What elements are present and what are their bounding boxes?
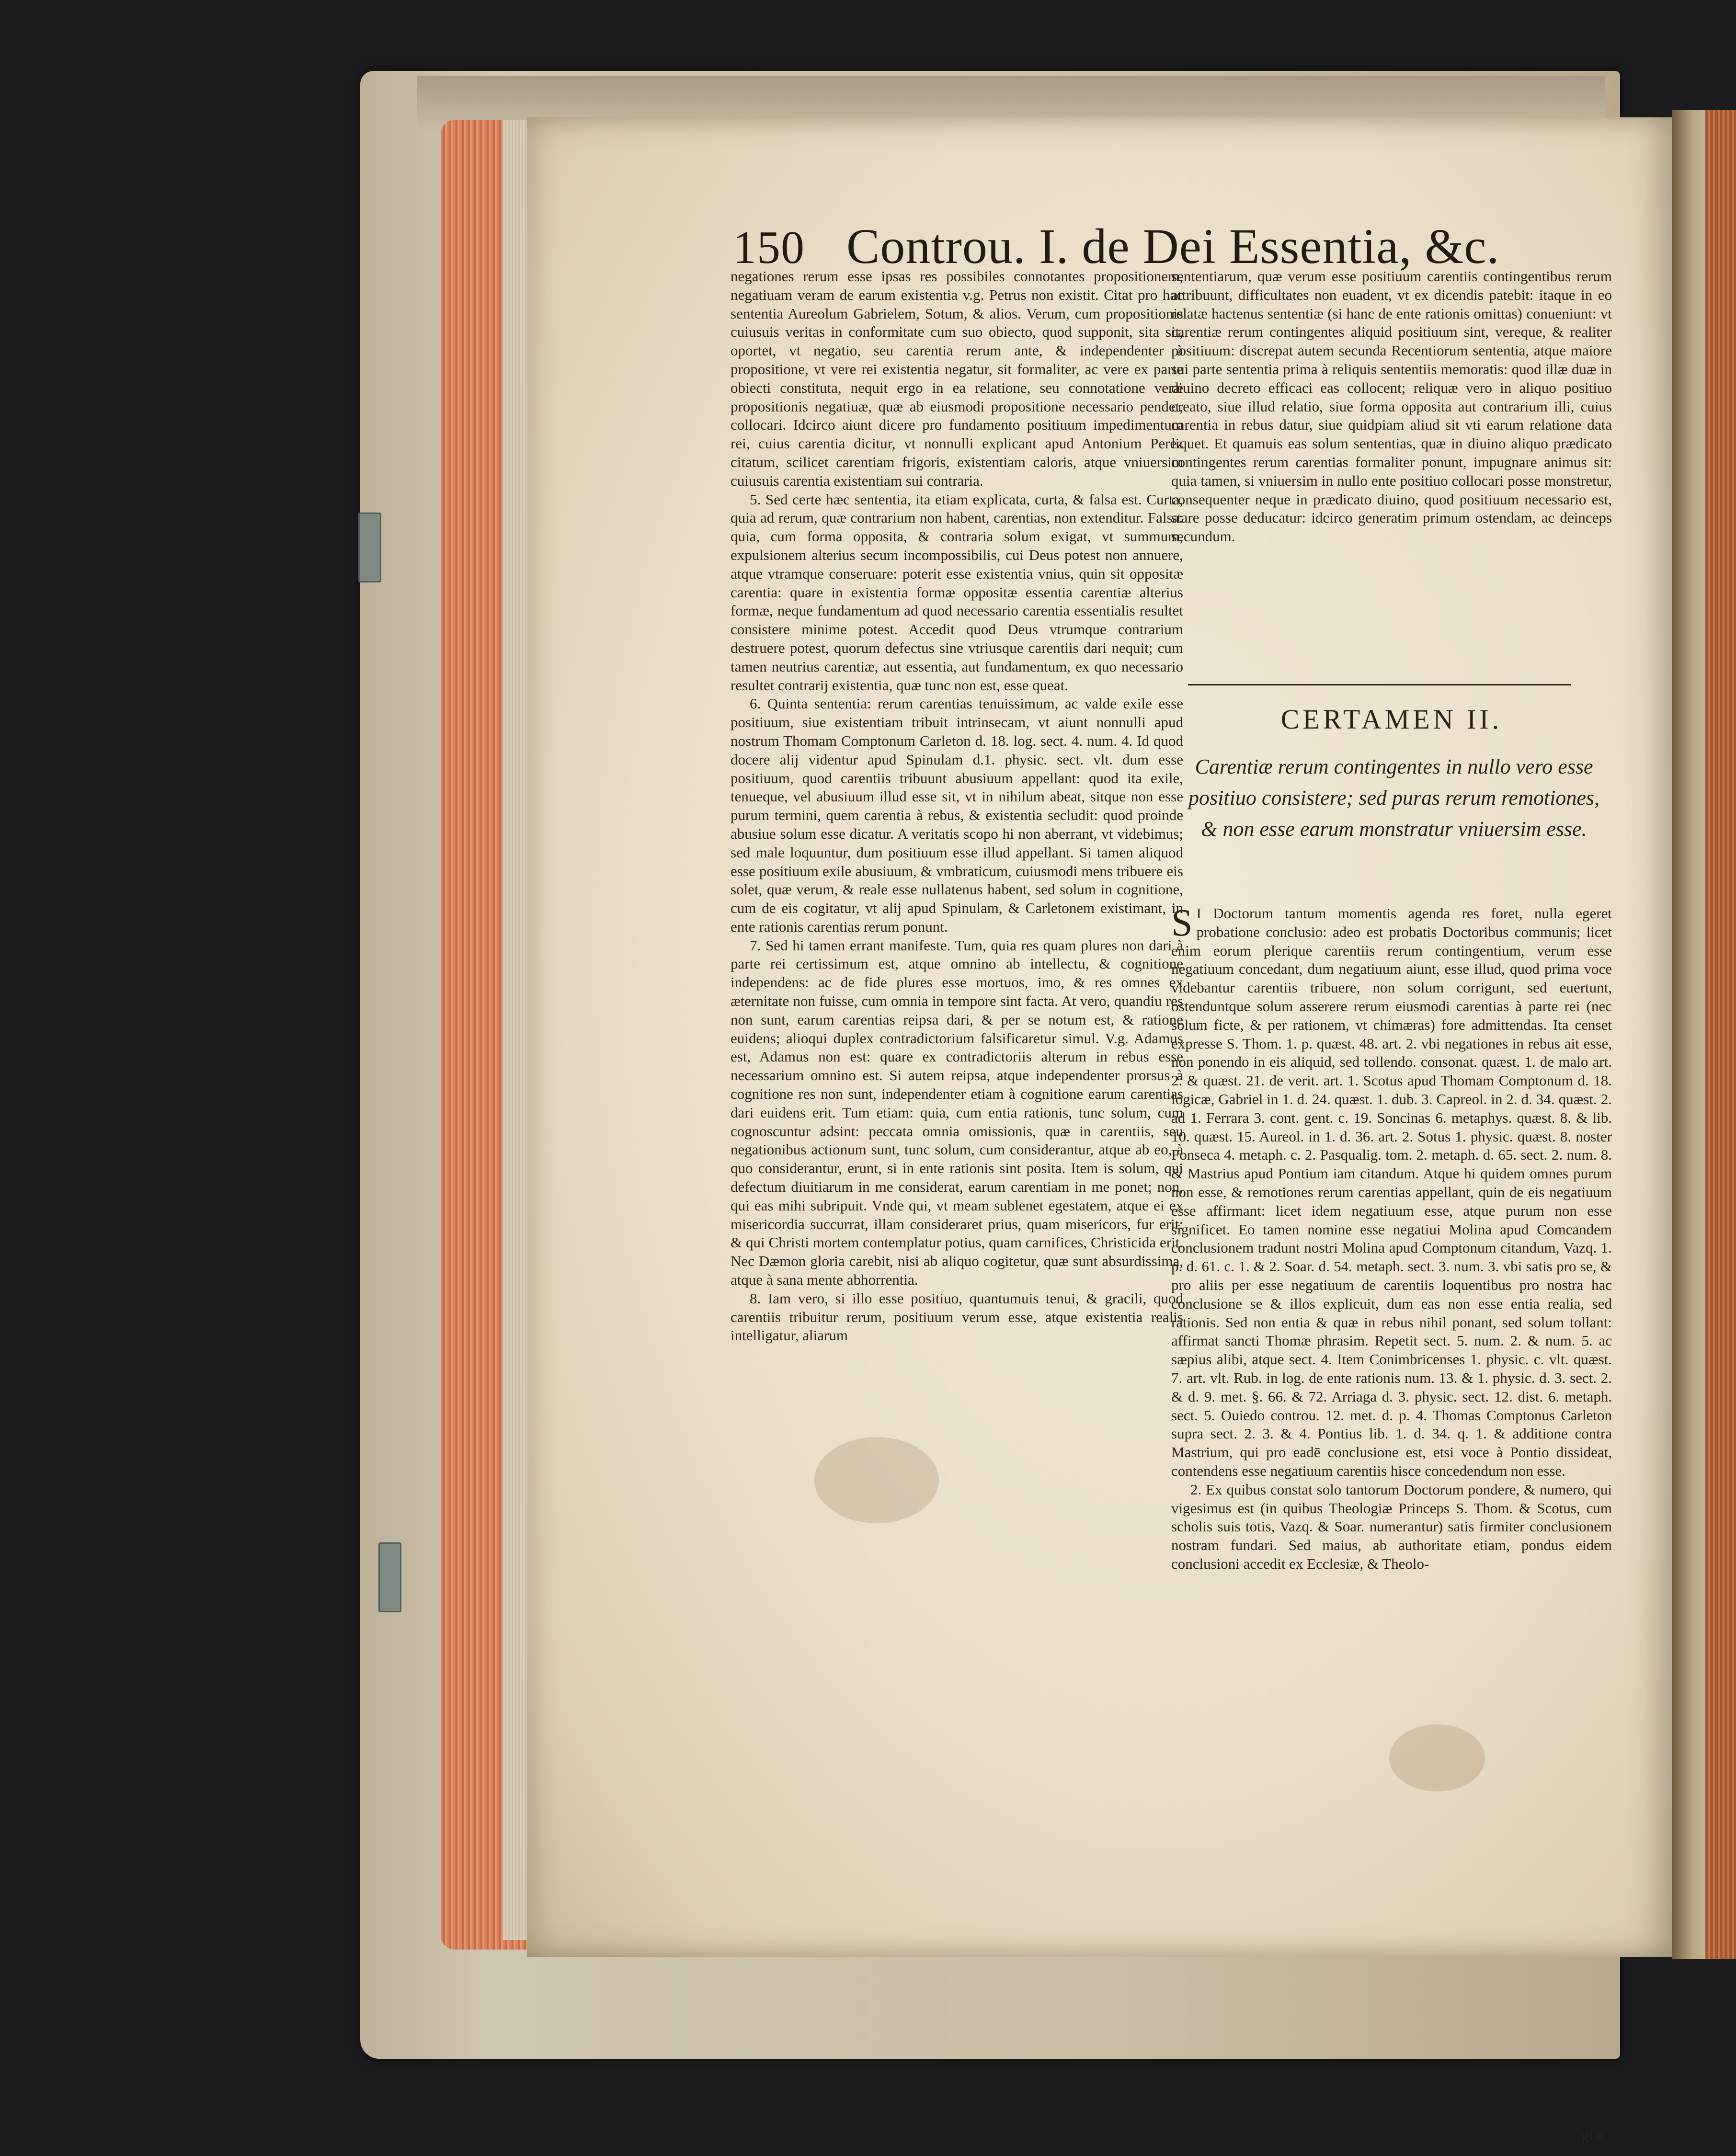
- next-page-edge: [1705, 110, 1736, 1959]
- paragraph: sententiarum, quæ verum esse positiuum carentiis contingentibus rerum attribuunt, difficultates non euadent, vt ex dicendis patebit: itaque in eo relatæ hactenus sententiæ (si hanc de ente rationis omittas) conueniunt: vt carentiæ rerum contingentes aliquid positiuum sint, vereque, & realiter positiuum: discrepat autem secunda Recentiorum sententia, atque maiore sui parte sententia prima à reliquis sententiis memoratis: quod illæ duæ in diuino decreto efficaci eas collocent; reliquæ vero in aliquo positiuo creato, siue illud relatio, siue forma opposita aut contrarium illi, cuius carentia in rebus datur, siue quidpiam aliud sit vti earum relatione data liquet. Et quamuis eas solum sententias, quæ in diuino aliquo prædicato contingentes rerum carentias formaliter ponunt, impugnare animus sit: quia tamen, si vniuersim in nullo ente positiuo collocari posse monstretur, consequenter neque in prædicato diuino, quod positiuum necessario est, stare posse deducatur: idcirco generatim primum ostendam, ac deinceps secundum.: [1171, 268, 1612, 545]
- clasp-hinge-upper: [358, 513, 381, 582]
- paragraph-text: I Doctorum tantum momentis agenda res foret, nulla egeret probatione conclusio: adeo est probatis Doctoribus communis; licet enim eorum plerique carentiis rerum contingentium, verum esse negatiuum concedant, dum negatiuum aiunt, esse illud, quod prima voce videbantur carentiis tribuere, non solum corrigunt, sed euertunt, ostenduntque solum asserere rerum eiusmodi carentias à parte rei (nec solum ficte, & per rationem, vt chimæras) fore admittendas. Ita censet expresse S. Thom. 1. p. quæst. 48. art. 2. vbi negationes in rebus ait esse, non ponendo in eis aliquid, sed tollendo. consonat. quæst. 1. de malo art. 2. & quæst. 21. de verit. art. 1. Scotus apud Thomam Comptonum d. 18. logicæ, Gabriel in 1. d. 24. quæst. 1. dub. 3. Capreol. in 2. d. 34. quæst. 2. ad 1. Ferrara 3. cont. gent. c. 19. Soncinas 6. metaphys. quæst. 8. & lib. 10. quæst. 15. Aureol. in 1. d. 36. art. 2. Sotus 1. physic. quæst. 8. noster Fonseca 4. metaph. c. 2. Pasqualig. tom. 2. metaph. d. 65. sect. 2. num. 8. & Mastrius apud Pontium iam citandum. Atque hi quidem omnes purum non esse, & remotiones rerum carentias appellant, quin de eis negatiuum esse affirmant: licet idem negatiuum esse, atque purum non esse significet. Eo tamen nomine esse negatiui Molina apud Comcandem conclusionem tradunt nostri Molina apud Comptonum citandum, Vazq. 1. p. d. 61. c. 1. & 2. Soar. d. 54. metaph. sect. 3. num. 3. vbi satis pro se, & pro aliis per esse negatiuum de carentiis loquentibus pro nostra hac conclusione se & illos explicuit, dum eas non esse entia realia, sed rationis. Sed non entia & quæ in rebus nihil ponant, sed solum tollant: affirmat sancti Thomæ phrasim. Repetit sect. 5. num. 2. & num. 5. ac sæpius alibi, atque sect. 4. Item Conimbricenses 1. physic. c. vlt. quæst. 7. art. vlt. Rub. in log. de ente rationis num. 13. & 1. physic. d. 3. sect. 2. & d. 9. met. §. 66. & 72. Arriaga d. 3. physic. sect. 12. dist. 6. metaph. sect. 5. Ouiedo controu. 12. met. d. p. 4. Thomas Comptonus Carleton supra sect. 2. 3. & 4. Pontius lib. 1. d. 34. q. 1. & additione contra Mastrium, qui pro eadē conclusione est, etsi voce à Pontio dissideat, contendens esse negatiuum carentiis hisce concedendum non esse.: [1171, 905, 1612, 1479]
- section-rule: [1188, 684, 1571, 685]
- running-title: Controu. I. de Dei Essentia, &c.: [846, 219, 1500, 274]
- catchword: giæ: [1582, 2127, 1603, 2144]
- paragraph: 2. Ex quibus constat solo tantorum Doctorum pondere, & numero, qui vigesimus est (in quibus Theologiæ Princeps S. Thom. & Scotus, cum scholis suis totis, Vazq. & Soar. numerantur) satis firmiter conclusionem nostram fundari. Sed maius, ab authoritate etiam, pondus eidem conclusioni accedit ex Ecclesiæ, & Theolo-: [1171, 1481, 1612, 1572]
- paragraph: [1171, 904, 1612, 1481]
- section-subtitle: Carentiæ rerum contingentes in nullo vero esse positiuo consistere; sed puras rerum remotiones, & non esse earum monstratur vniuersim esse.: [1188, 755, 1599, 841]
- drop-cap: S: [1171, 902, 1193, 944]
- left-column: [731, 267, 1183, 1345]
- clasp-hinge-lower: [378, 1542, 401, 1612]
- paragraph: negationes rerum esse ipsas res possibiles connotantes propositionem, negatiuam veram de earum existentia v.g. Petrus non existit. Citat pro hac sententia Aureolum Gabrielem, Sotum, & alios. Verum, cum propositionis cuiusuis veritas in conformitate cum suo obiecto, quod supponit, sita sit, oportet, vt negatio, seu carentia rerum ante, & independenter à propositione, vt vere rei existentia negatur, sit formaliter, ac vere ex parte obiecti constituta, nequit ergo in ea relatione, seu connotatione veræ propositionis negatiuæ, quæ ab eiusmodi propositione necessario pendet, collocari. Idcirco aiunt dicere pro fundamento positiuum impedimentum rei, cuius carentia dicitur, vt nonnulli explicant apud Antonium Perez citatum, scilicet carentiam frigoris, existentiam caloris, atque vniuersim cuiusuis carentia existentiam sui contraria.: [731, 268, 1183, 489]
- paragraph: 6. Quinta sententia: rerum carentias tenuissimum, ac valde exile esse positiuum, siue existentiam tribuit intrinsecam, vt aiunt nonnulli apud nostrum Thomam Comptonum Carleton d. 18. log. sect. 4. num. 4. Id quod docere alij videntur apud Spinulam d.1. physic. sect. vlt. dum esse positiuum, quod carentiis tribuunt abusiuum appellant: quod ita exile, tenueque, vel abusiuum illud esse sit, vt in nihilum abeat, sitque non esse purum termini, quem carentia à rebus, & existentia secludit: quod proinde abusiue solum esse dicatur. A veritatis scopo hi non aberrant, vt videbimus; sed male loquuntur, dum positiuum esse illud appellant. Si tamen aliquod esse positiuum exile abusiuum, & vmbraticum, cuiusmodi mens tribuere eis solet, quæ verum, & reale esse nullatenus habent, sed solum in cognitione, cum de eis cogitatur, vt alij apud Spinulam, & Carletonem existimant, in ente rationis carentias rerum ponunt.: [731, 695, 1183, 935]
- paragraph: 5. Sed certe hæc sententia, ita etiam explicata, curta, & falsa est. Curta, quia ad rerum, quæ contrarium non habent, carentias, non extenditur. Falsa: quia, cum forma opposita, & contraria solum exigat, vt summum, expulsionem alterius secum incompossibilis, cui Deus potest non annuere, atque vtramque conseruare: poterit esse existentia vnius, quin sit oppositæ carentia: quare in existentia formæ oppositæ essentia carentiæ alterius formæ, neque fundamentum ad quod necessario carentia essentialis resultet consistere minime potest. Accedit quod Deus vtrumque contrarium destruere potest, quorum defectus sine vtriusque carentiis dari nequit; cum tamen neutrius carentiæ, aut essentia, aut fundamentum, ex quo necessario resultet contrarij existentia, quæ tunc non est, esse queat.: [731, 491, 1183, 694]
- page-number: 150: [733, 222, 805, 274]
- paragraph: 7. Sed hi tamen errant manifeste. Tum, quia res quam plures non dari à parte rei certissimum est, atque omnino ab intellectu, & cognitione independens: ac de fide plures esse mortuos, imo, & res omnes ex æternitate non fuisse, cum omnia in tempore sint facta. At vero, quandiu res non sunt, earum carentias reipsa dari, & per se notum est, & ratione euidens; alioqui duplex contradictorium falsificaretur simul. V.g. Adamus est, Adamus non est: quare ex contradictoriis alterum in rebus esse necessarium omnino est. Si autem reipsa, atque independenter prorsus à cognitione res non sunt, independenter etiam à cognitione earum carentias dari euidens erit. Tum etiam: quia, cum entia rationis, tunc solum, cum cognoscuntur adsint: peccata omnia omissionis, quæ in carentiis, seu negationibus actionum sunt, tunc solum, cum considerantur, atque ab eo, à quo considerantur, erunt, si in ente rationis sint posita. Item is solum, qui defectum diuitiarum in me considerat, earum carentiam in me ponet; non, qui eas mihi subripuit. Vnde qui, vt meam sublenet egestatem, atque ei ex misericordia succurrat, illam consideraret prius, quam misericors, fur erit: & qui Christi mortem contemplatur potius, quam carnifices, Christicida erit. Nec Dæmon gloria carebit, nisi ab aliquo cogitetur, quæ sunt absurdissima, atque à sana mente abhorrentia.: [731, 936, 1183, 1289]
- right-column-body: [1171, 904, 1612, 1574]
- section-heading: CERTAMEN II.: [1280, 704, 1503, 735]
- foxing-stain: [1389, 1724, 1485, 1791]
- foxing-stain: [814, 1437, 939, 1523]
- paragraph: 8. Iam vero, si illo esse positiuo, quantumuis tenui, & gracili, quod carentiis tribuitur rerum, positiuum verum esse, atque existentia realis intelligatur, aliarum: [731, 1289, 1183, 1344]
- right-column-top: [1171, 267, 1612, 546]
